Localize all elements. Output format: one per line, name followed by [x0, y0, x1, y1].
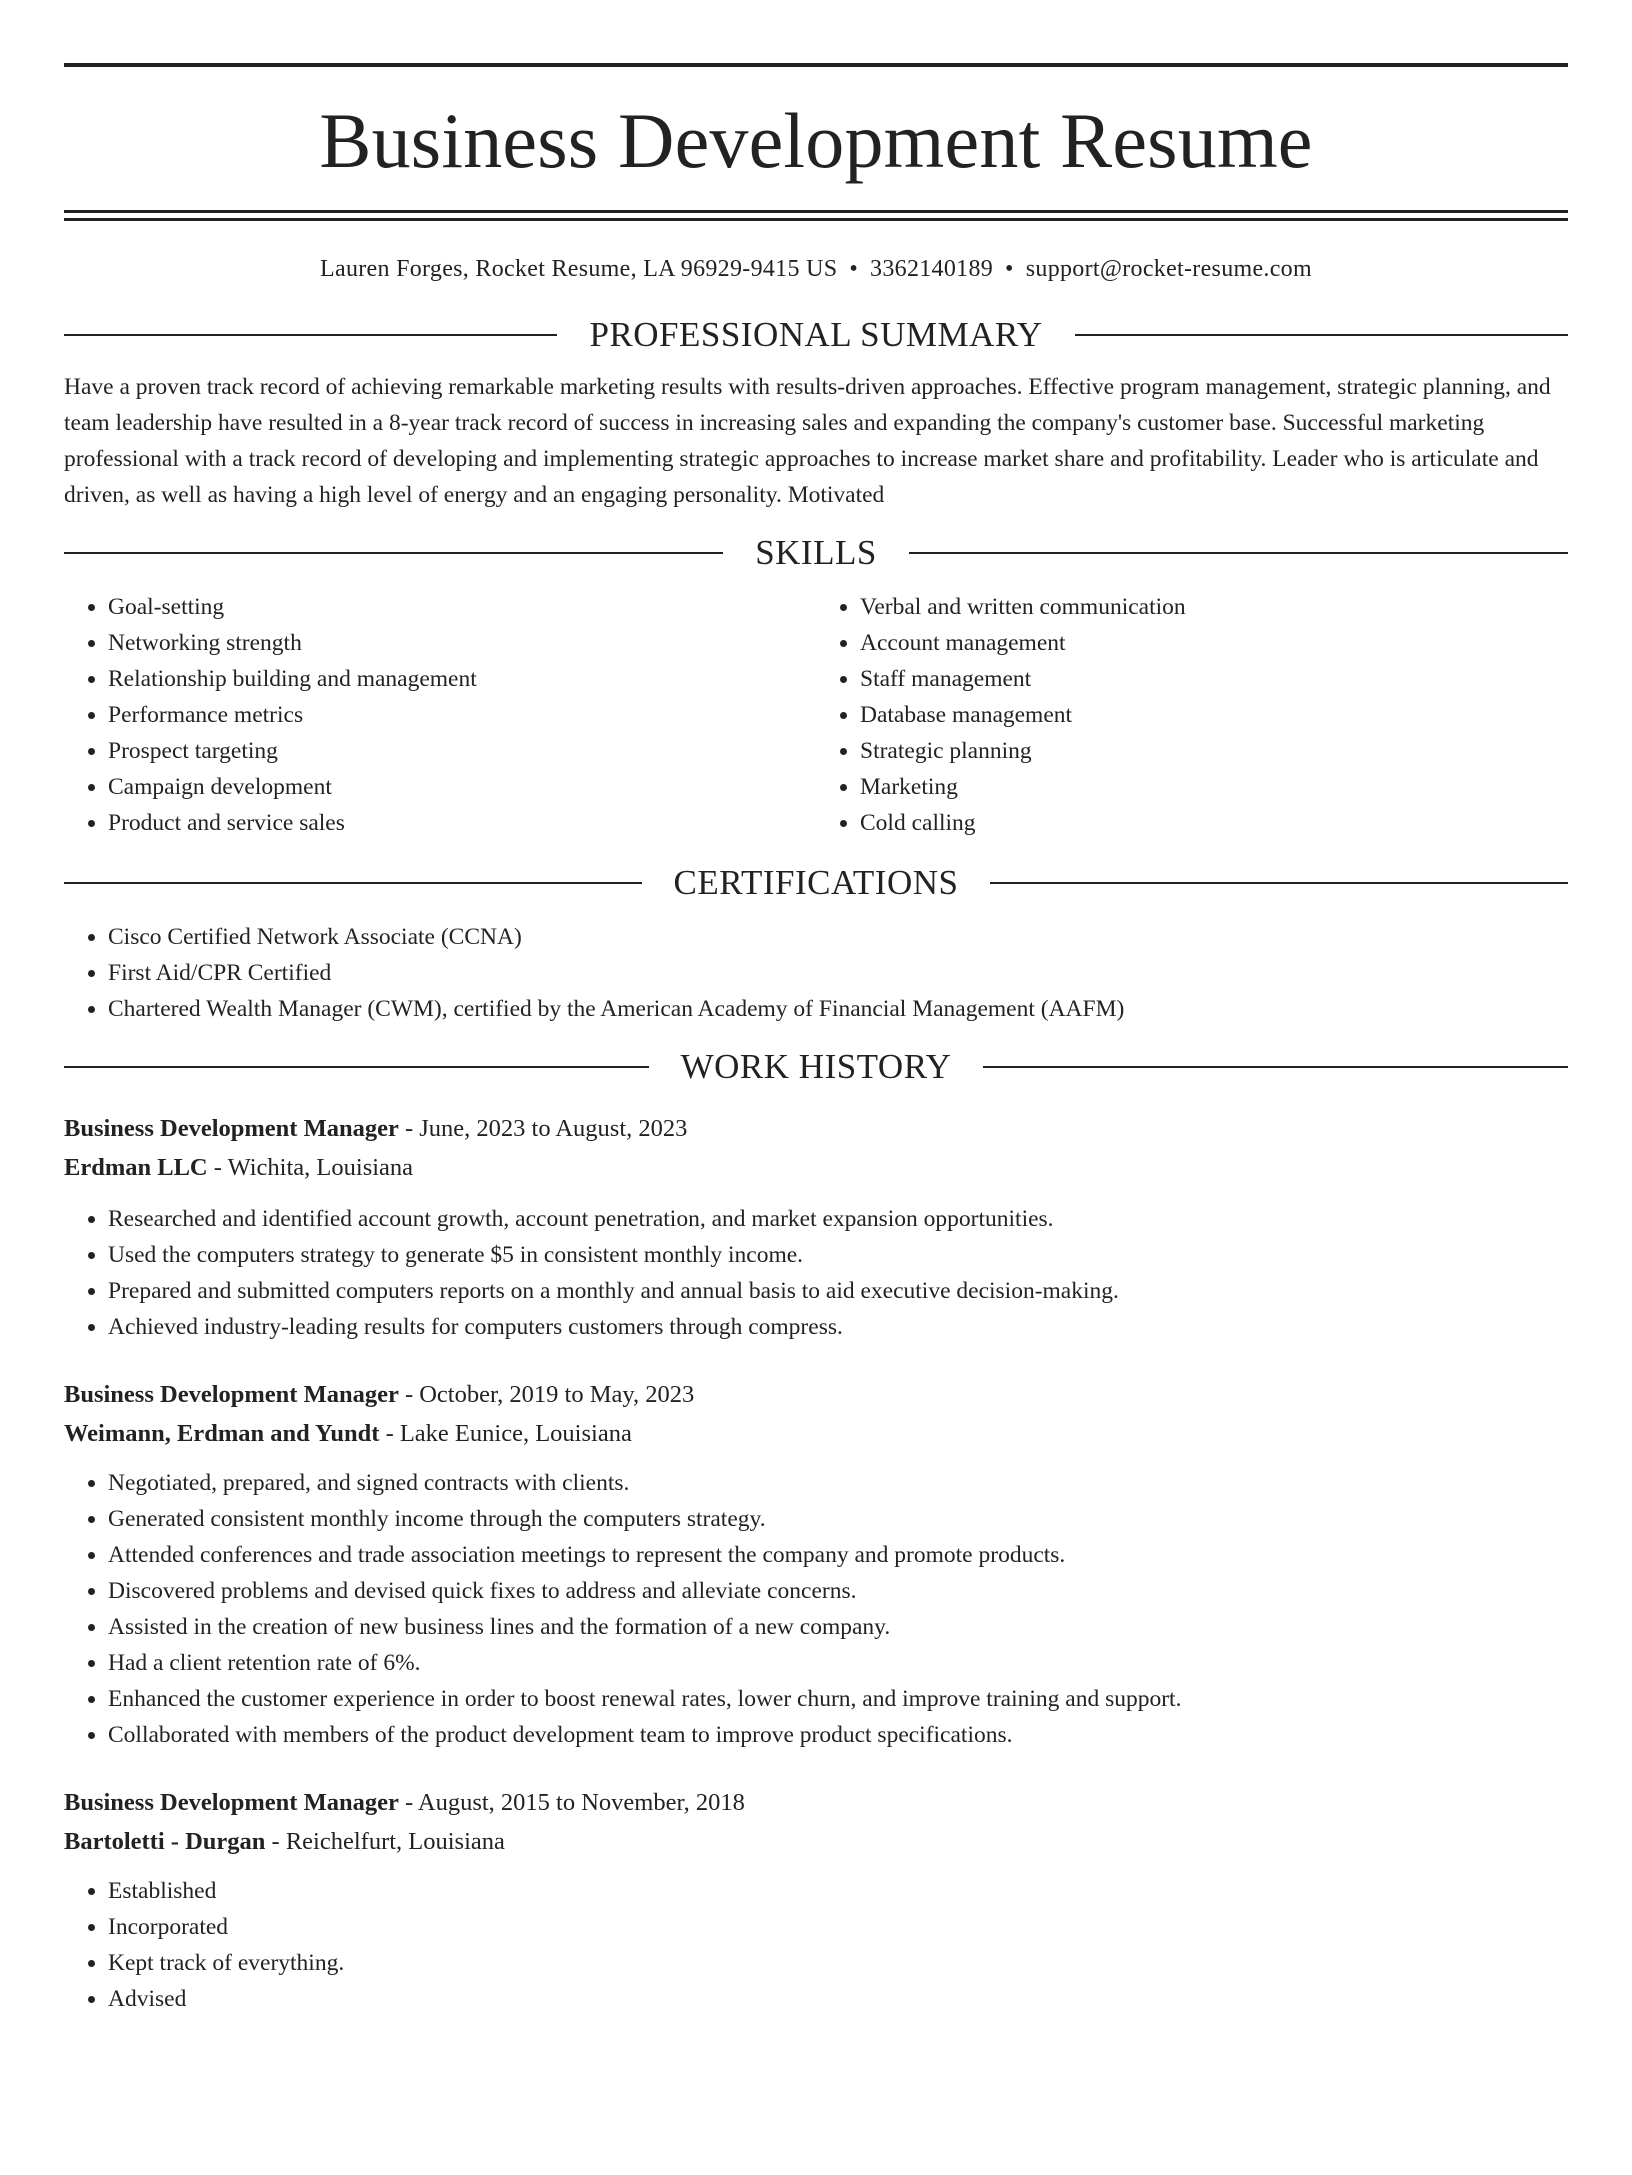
job-bullet: • Prepared and submitted computers reports on a monthly and annual basis to aid executive decision-making.	[108, 1273, 1568, 1309]
skill-item: • Relationship building and management	[108, 661, 816, 697]
certification-item: • Cisco Certified Network Associate (CCNA)	[108, 919, 1568, 955]
skill-item: • Verbal and written communication	[860, 589, 1568, 625]
job-bullet: • Assisted in the creation of new business lines and the formation of a new company.	[108, 1609, 1568, 1645]
skill-item: • Networking strength	[108, 625, 816, 661]
job-bullet: • Generated consistent monthly income through the computers strategy.	[108, 1501, 1568, 1537]
skill-item: • Strategic planning	[860, 733, 1568, 769]
section-heading-summary	[64, 315, 1568, 355]
job-bullet: • Attended conferences and trade association meetings to represent the company and promote products.	[108, 1537, 1568, 1573]
section-heading-label: SKILLS	[755, 533, 877, 572]
skill-item: • Goal-setting	[108, 589, 816, 625]
skills-columns	[64, 589, 1568, 841]
skill-item: • Staff management	[860, 661, 1568, 697]
job-entry	[64, 1783, 1568, 2017]
skill-item: • Campaign development	[108, 769, 816, 805]
resume-page	[0, 63, 1632, 2175]
job-company: Erdman LLC	[64, 1154, 208, 1181]
skills-column-left	[64, 589, 816, 841]
section-heading-label: WORK HISTORY	[680, 1047, 952, 1086]
contact-email: support@rocket-resume.com	[1025, 256, 1312, 282]
skills-list-right	[816, 589, 1568, 841]
section-heading-label: PROFESSIONAL SUMMARY	[589, 315, 1043, 354]
heading-rule	[990, 882, 1568, 884]
job-company-line	[64, 1148, 1568, 1187]
heading-rule	[64, 334, 557, 336]
contact-line	[64, 254, 1568, 284]
job-bullets	[64, 1465, 1568, 1753]
job-bullets	[64, 1873, 1568, 2017]
job-dates: - August, 2015 to November, 2018	[398, 1789, 745, 1816]
skills-column-right	[816, 589, 1568, 841]
job-company-line	[64, 1822, 1568, 1861]
heading-rule	[1075, 334, 1568, 336]
heading-rule	[64, 882, 642, 884]
job-title: Business Development Manager	[64, 1115, 399, 1142]
contact-phone: 3362140189	[870, 256, 994, 282]
job-bullet: • Achieved industry-leading results for computers customers through compress.	[108, 1309, 1568, 1345]
skill-item: • Database management	[860, 697, 1568, 733]
skill-item: • Marketing	[860, 769, 1568, 805]
job-title: Business Development Manager	[64, 1381, 399, 1408]
skills-list-left	[64, 589, 816, 841]
section-heading-certifications	[64, 863, 1568, 903]
job-bullet: • Enhanced the customer experience in order to boost renewal rates, lower churn, and improve training and support.	[108, 1681, 1568, 1717]
section-heading-work-history	[64, 1047, 1568, 1087]
job-bullet: • Used the computers strategy to generate $5 in consistent monthly income.	[108, 1237, 1568, 1273]
job-dates: - October, 2019 to May, 2023	[398, 1381, 695, 1408]
job-company: Bartoletti - Durgan	[64, 1828, 266, 1855]
heading-rule	[64, 1066, 649, 1068]
certifications-list	[64, 919, 1568, 1027]
job-bullet: • Discovered problems and devised quick fixes to address and alleviate concerns.	[108, 1573, 1568, 1609]
skill-item: • Performance metrics	[108, 697, 816, 733]
job-location: - Wichita, Louisiana	[207, 1154, 414, 1181]
heading-rule	[64, 552, 723, 554]
skill-item: • Cold calling	[860, 805, 1568, 841]
job-location: - Reichelfurt, Louisiana	[265, 1828, 505, 1855]
job-dates: - June, 2023 to August, 2023	[398, 1115, 688, 1142]
heading-rule	[983, 1066, 1568, 1068]
certification-item: • Chartered Wealth Manager (CWM), certified by the American Academy of Financial Management (AAFM)	[108, 991, 1568, 1027]
job-title-line	[64, 1109, 1568, 1148]
job-entry	[64, 1109, 1568, 1345]
top-rule	[64, 63, 1568, 67]
certification-item: • First Aid/CPR Certified	[108, 955, 1568, 991]
job-bullet: • Negotiated, prepared, and signed contracts with clients.	[108, 1465, 1568, 1501]
job-company: Weimann, Erdman and Yundt	[64, 1420, 380, 1447]
title-double-rule	[64, 210, 1568, 221]
heading-rule	[909, 552, 1568, 554]
job-title-line	[64, 1375, 1568, 1414]
resume-title: Business Development Resume	[319, 97, 1313, 184]
job-location: - Lake Eunice, Louisiana	[379, 1420, 632, 1447]
job-bullets	[64, 1201, 1568, 1345]
job-entry	[64, 1375, 1568, 1753]
job-bullet: • Kept track of everything.	[108, 1945, 1568, 1981]
job-bullet: • Established	[108, 1873, 1568, 1909]
contact-address: Lauren Forges, Rocket Resume, LA 96929-9415 US	[320, 256, 838, 282]
job-title-line	[64, 1783, 1568, 1822]
job-company-line	[64, 1414, 1568, 1453]
job-bullet: • Had a client retention rate of 6%.	[108, 1645, 1568, 1681]
section-heading-label: CERTIFICATIONS	[673, 863, 959, 902]
contact-separator: •	[1005, 256, 1014, 282]
job-bullet: • Incorporated	[108, 1909, 1568, 1945]
skill-item: • Prospect targeting	[108, 733, 816, 769]
skill-item: • Product and service sales	[108, 805, 816, 841]
section-heading-skills	[64, 533, 1568, 573]
skill-item: • Account management	[860, 625, 1568, 661]
job-bullet: • Researched and identified account growth, account penetration, and market expansion opportunities.	[108, 1201, 1568, 1237]
job-bullet: • Advised	[108, 1981, 1568, 2017]
job-title: Business Development Manager	[64, 1789, 399, 1816]
contact-separator: •	[849, 256, 859, 282]
job-bullet: • Collaborated with members of the product development team to improve product specifications.	[108, 1717, 1568, 1753]
summary-text: Have a proven track record of achieving remarkable marketing results with results-driven approaches. Effective program management, strategic planning, and team leadership have resulted in a 8-year track record of success in increasing sales and expanding the company's customer base. Successful marketing professional with a track record of developing and implementing strategic approaches to increase market share and profitability. Leader who is articulate and driven, as well as having a high level of energy and an engaging personality. Motivated	[64, 374, 1551, 508]
